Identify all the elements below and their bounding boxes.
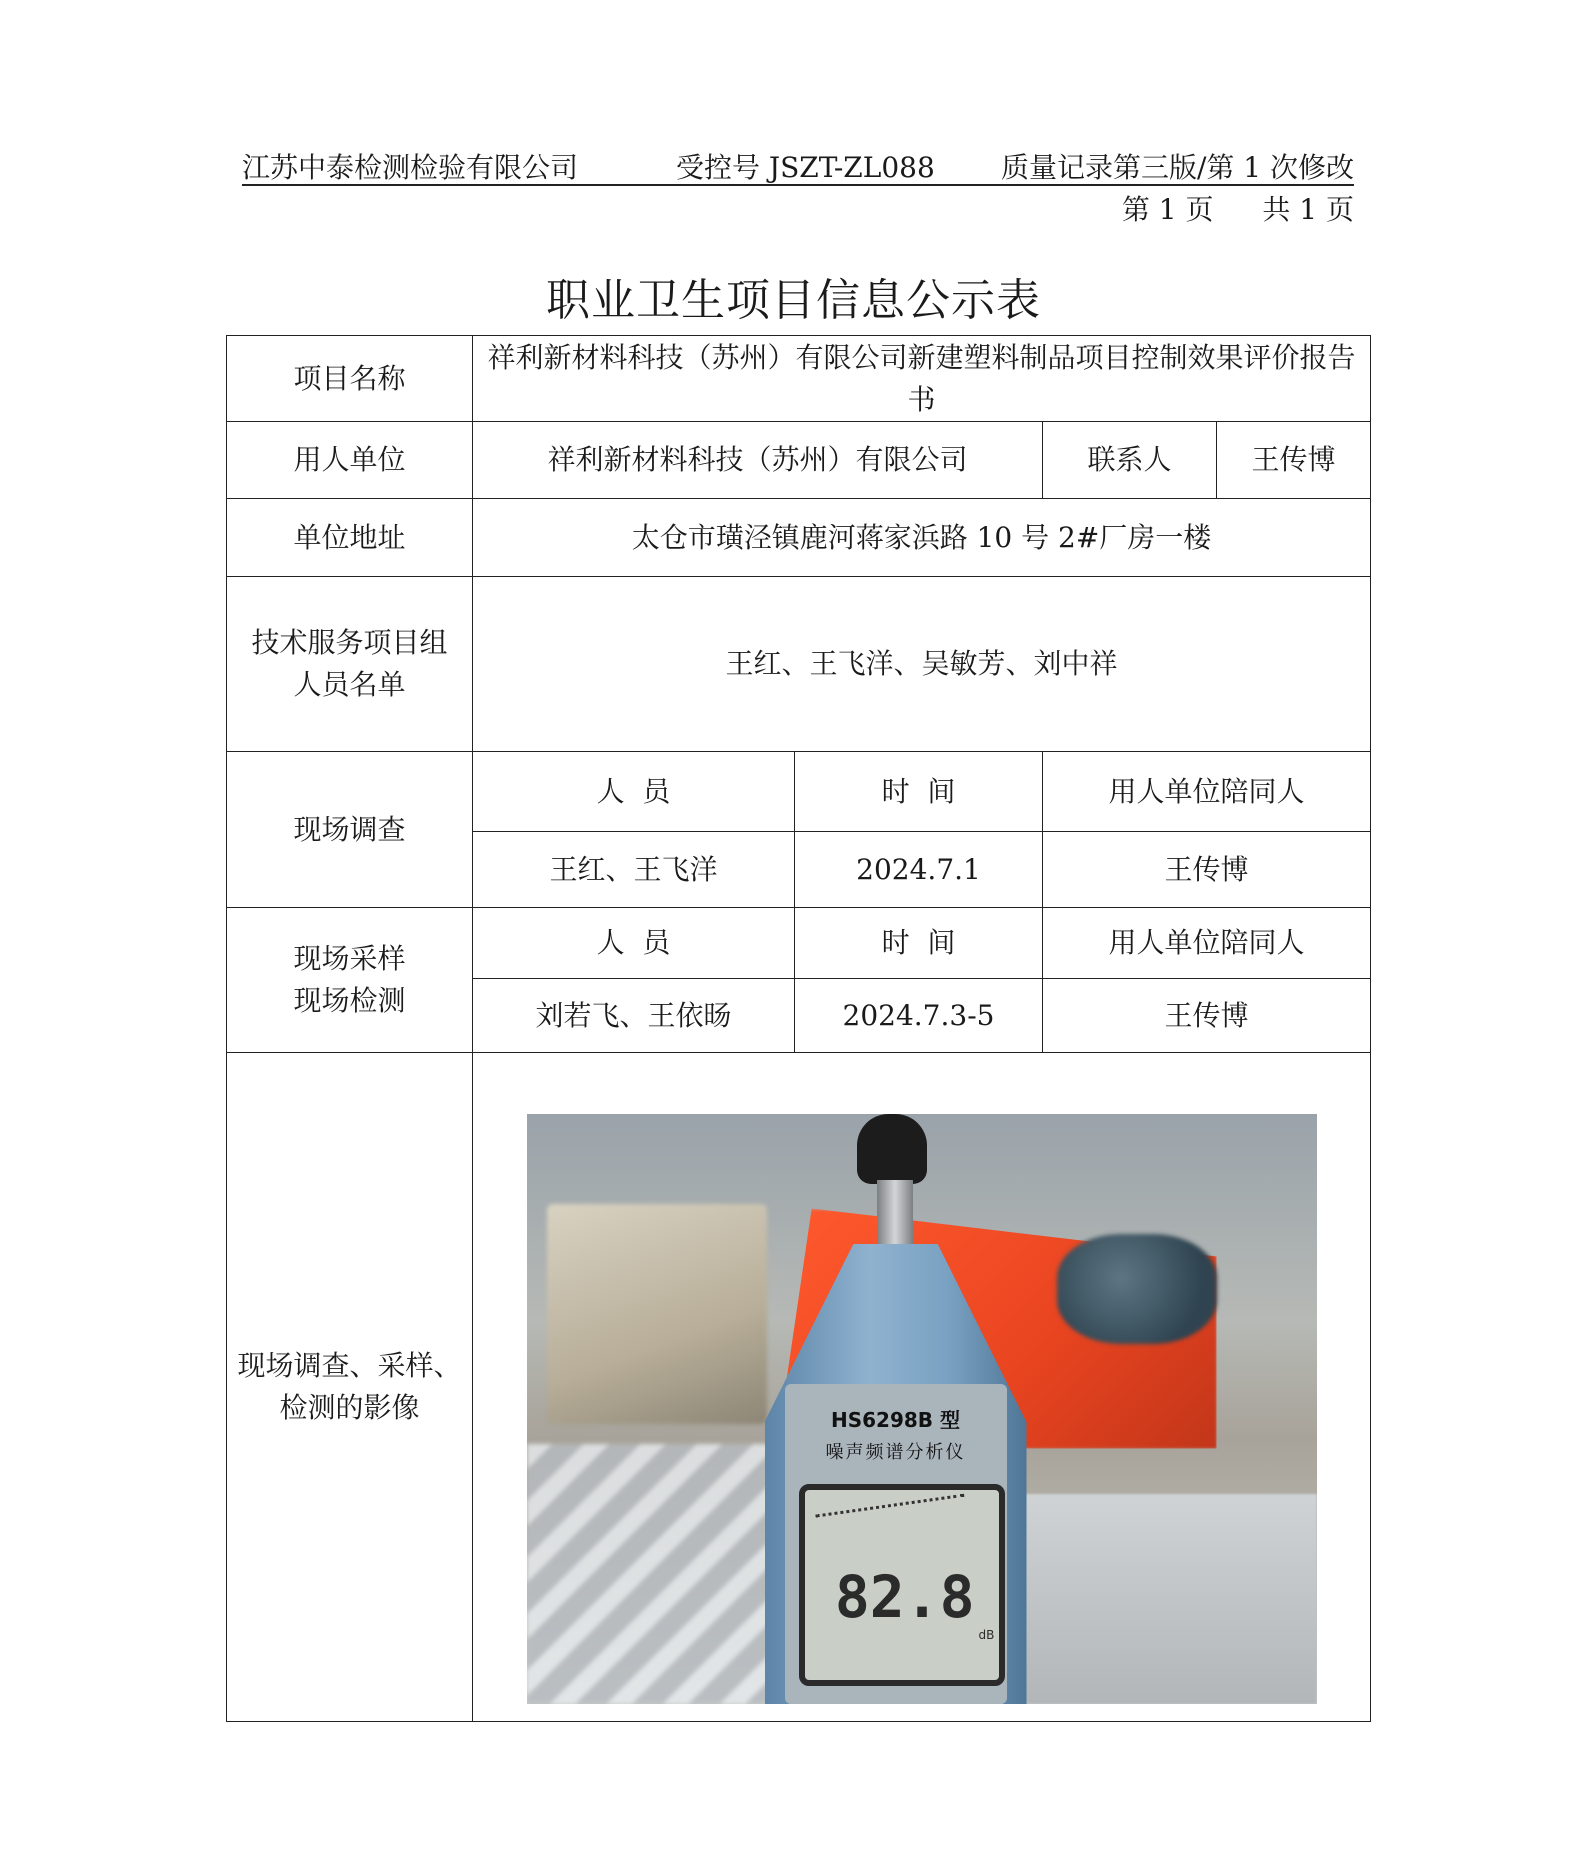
survey-person: 王红、王飞洋 [473, 832, 795, 908]
document-header [242, 140, 1354, 186]
sampling-label-line1: 现场采样 [293, 942, 406, 975]
page-number [1122, 188, 1354, 228]
employer-value: 祥利新材料科技（苏州）有限公司 [473, 422, 1043, 499]
row-project-name [227, 336, 1371, 422]
image-label [227, 1053, 473, 1722]
row-survey-header [227, 752, 1371, 832]
current-page: 第 1 页 [1121, 193, 1214, 226]
row-sampling-header [227, 908, 1371, 979]
sampling-col-time: 时 间 [795, 908, 1043, 979]
survey-label: 现场调查 [227, 752, 473, 908]
meter-unit: dB [978, 1627, 995, 1642]
employer-label: 用人单位 [227, 422, 473, 499]
sampling-escort: 王传博 [1043, 979, 1371, 1053]
meter-name: 噪声频谱分析仪 [825, 1441, 966, 1463]
sampling-time: 2024.7.3-5 [795, 979, 1043, 1053]
project-name-value: 祥利新材料科技（苏州）有限公司新建塑料制品项目控制效果评价报告书 [473, 336, 1371, 422]
row-team [227, 577, 1371, 752]
photo-machine-left [547, 1204, 767, 1424]
address-label: 单位地址 [227, 499, 473, 577]
row-address [227, 499, 1371, 577]
survey-col-escort: 用人单位陪同人 [1043, 752, 1371, 832]
photo-cell [473, 1053, 1371, 1722]
microphone-icon [857, 1114, 927, 1184]
project-name-label: 项目名称 [227, 336, 473, 422]
image-label-line2: 检测的影像 [279, 1391, 420, 1424]
meter-neck [877, 1180, 913, 1250]
team-label-line2: 人员名单 [293, 668, 406, 701]
survey-time: 2024.7.1 [795, 832, 1043, 908]
meter-model: HS6298B 型 [830, 1407, 960, 1432]
meter-reading: 82.8 [834, 1562, 975, 1631]
photo-pipes [527, 1444, 787, 1704]
team-value: 王红、王飞洋、吴敏芳、刘中祥 [473, 577, 1371, 752]
info-table [226, 335, 1371, 1722]
contact-label: 联系人 [1043, 422, 1217, 499]
row-employer [227, 422, 1371, 499]
row-image [227, 1053, 1371, 1722]
company-name: 江苏中泰检测检验有限公司 [242, 151, 579, 184]
sampling-label [227, 908, 473, 1053]
survey-col-time: 时 间 [795, 752, 1043, 832]
sampling-col-escort: 用人单位陪同人 [1043, 908, 1371, 979]
address-value: 太仓市璜泾镇鹿河蒋家浜路 10 号 2#厂房一楼 [473, 499, 1371, 577]
sampling-label-line2: 现场检测 [293, 984, 406, 1017]
image-label-line1: 现场调查、采样、 [237, 1349, 462, 1382]
sampling-person: 刘若飞、王依旸 [473, 979, 795, 1053]
total-pages: 共 1 页 [1262, 193, 1354, 226]
team-label-line1: 技术服务项目组 [251, 626, 448, 659]
document-title: 职业卫生项目信息公示表 [546, 275, 1041, 326]
control-number: 受控号 JSZT-ZL088 [676, 151, 935, 184]
site-photo [527, 1114, 1317, 1704]
team-label [227, 577, 473, 752]
sampling-col-person: 人 员 [473, 908, 795, 979]
survey-col-person: 人 员 [473, 752, 795, 832]
contact-value: 王传博 [1217, 422, 1371, 499]
survey-escort: 王传博 [1043, 832, 1371, 908]
record-version: 质量记录第三版/第 1 次修改 [1000, 151, 1354, 184]
photo-motor [1057, 1234, 1217, 1344]
